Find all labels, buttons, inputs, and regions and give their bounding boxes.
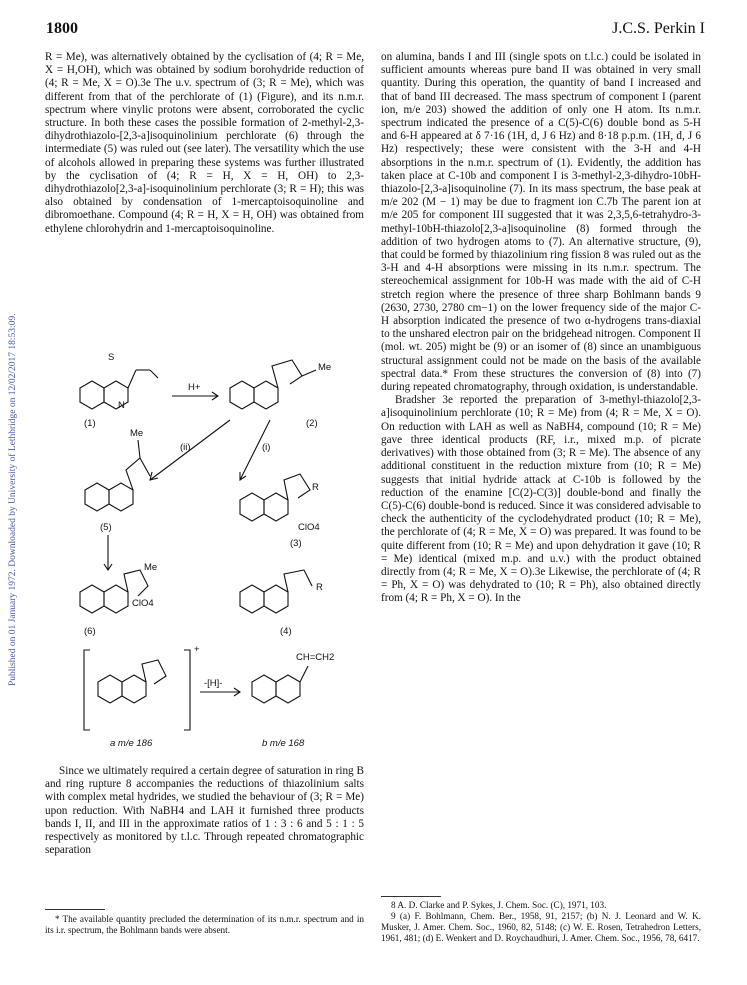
left-column-lower [45,765,364,857]
hplus-label: H+ [188,382,201,393]
structure-4 [240,570,312,613]
left-footnote [45,914,364,936]
paragraph: on alumina, bands I and III (single spots on t.l.c.) could be isolated in sufficient amounts whereas pure band II was obtained in very small quantity. During this operation, the quantity of band I increased and that of band III decreased. The mass spectrum of component I (parent ion, m/e 203) showed the addition of only one H atom. Its n.m.r. spectrum indicated the presence of a C(5)-C(6) double bond as 5-H and 6-H appeared at δ 7·16 (1H, d, J 6 Hz) and 8·18 p.p.m. (1H, d, J 6 Hz) respectively; these were consistent with the 3-H and 4-H absorptions in the n.m.r. spectrum of (1). Evidently, the addition has taken place at C-10b and component I is 3-methyl-2,3-dihydro-10bH-thiazolo-[2,3-a]isoquinoline (7). In its mass spectrum, the base peak at m/e 202 (M − 1) may be due to fragment ion C.7b The parent ion at m/e 205 for component III suggested that it was 2,3,5,6-tetrahydro-3-methyl-10bH-thiazolo[2,3-a]isoquinoline (8) formed through the addition of two hydrogen atoms to (7). An alternative structure, (9), that could be formed by thiazolinium ring fission 8 was ruled out as the 3-H and 4-H absorptions were missing in its n.m.r. spectrum. The stereochemical assignment for 10b-H was made with the aid of C-H stretch region where the presence of three sharp Bohlmann bands 9 (2630, 2730, 2780 cm−1) on the lower frequency side of the major C-H absorption indicated the presence of two α-hydrogens trans-diaxial to the unshared electron pair on the bridgehead nitrogen. Component II (mol. wt. 205) might be (9) or an isomer of (8) since an unambiguous structural assignment could not be made on the basis of the available spectral data.* From these structures the conversion of (8) into (7) during repeated chromatography, through oxidation, is understandable. [381,51,701,394]
fragmentation-label: -[H]- [204,678,223,689]
sulfur-label: S [108,352,115,363]
compound-2-label: (2) [306,418,318,429]
footnote: 9 (a) F. Bohlmann, Chem. Ber., 1958, 91, 2157; (b) N. J. Leonard and W. K. Musker, J. Amer. Chem. Soc., 1960, 82, 5148; (c) W. E. Rosen, Tetrahedron Letters, 1961, 481; (d) E. Wenkert and D. Roychaudhuri, J. Amer. Chem. Soc., 1956, 78, 6417. [381,911,701,943]
step-ii-label: (ii) [180,442,191,453]
perchlorate-label: ClO4 [298,522,320,533]
compound-1-label: (1) [84,418,96,429]
structure-5 [85,440,150,511]
fragment-b [252,666,308,703]
nitrogen-label: N [118,400,125,411]
compound-4-label: (4) [280,626,292,637]
structure-3 [240,474,310,521]
compound-6-label: (6) [84,626,96,637]
paragraph: Bradsher 3e reported the preparation of 3-methyl-thiazolo[2,3-a]isoquinolinium perchlorate (10; R = Me) from (4; R = Me, X = O). On reduction with LAH as well as NaBH4, compound (10; R = Me) gave three identical products (RF, i.r., mixed m.p. of picrate derivatives) with those obtained from (3; R = Me). The absence of any additional constituent in the reduction mixture from (10; R = Me) suggests that initial hydride attack at C-10b is followed by the reduction of the enamine [C(2)-C(3)] double-bond and finally the C(5)-C(6) double-bond is reduced. Since it was considered advisable to check the authenticity of the cyclodehydrated product (10; R = Me), the perchlorate of (4; R = Me, X = O) was prepared. It was found to be quite different from (10; R = Me) and upon dehydration it gave (10; R = Me) identical (mixed m.p. and u.v.) with the product obtained directly from (4; R = Me, X = O).3e Likewise, the perchlorate of (4; R = Ph, X = O) was dehydrated to (10; R = Ph), also obtained directly from (4; R = Ph, X = O). In the [381,394,702,605]
right-column [381,51,701,606]
r-label: R [312,482,319,493]
xr-label: R [316,582,323,593]
structure-2 [230,360,316,409]
paragraph: Since we ultimately required a certain degree of saturation in ring B and ring rupture 8 accompanies the reductions of thiazolinium salts with complex metal hydrides, we studied the behaviour of (3; R = Me) upon reduction. With NaBH4 and LAH it furnished three products bands I, II, and III in the approximate ratios of 1 : 3 : 6 and 5 : 1 : 5 respectively as monitored by t.l.c. Through repeated chromatographic separation [45,765,364,857]
footnote: * The available quantity precluded the determination of its n.m.r. spectrum and in its i.r. spectrum, the Bohlmann bands were absent. [45,914,364,935]
paragraph: R = Me), was alternatively obtained by the cyclisation of (4; R = Me, X = H,OH), which was obtained by sodium borohydride reduction of (4; R = Me, X = O).3e The u.v. spectrum of (3; R = Me), which was different from that of the perchlorate of (1) (Figure), and its n.m.r. spectrum where vinylic protons were absent, corroborated the cyclic structure. In both these cases the possible formation of 2-methyl-2,3-dihydrothiazolo-[2,3-a]isoquinolinium perchlorate (6) through the intermediate (5) was ruled out (see later). The versatility which the use of alcohols allowed in preparing these systems was further illustrated by the cyclisation of (4; R = H, X = H, OH) to 2,3-dihydrothiazolo[2,3-a]-isoquinolinium perchlorate (3; R = H); this was also obtained by condensation of 1-mercaptoisoquinoline and dibromoethane. Compound (4; R = H, X = H, OH) was obtained from ethylene chlorohydrin and 1-mercaptoisoquinoline. [45,51,364,235]
left-column [45,51,364,236]
right-footnotes [381,900,701,944]
methyl-label-6: Me [144,562,158,573]
compound-5-label: (5) [100,522,112,533]
footnote-rule-right [381,896,441,897]
journal-title: J.C.S. Perkin I [612,20,705,37]
step-i-label: (i) [262,442,271,453]
methyl-label: Me [318,362,332,373]
perchlorate-label-6: ClO4 [132,598,154,609]
fragment-a-label: a m/e 186 [110,738,153,749]
reaction-scheme [40,330,370,760]
plus-label: + [194,644,200,655]
page-number: 1800 [46,20,78,37]
footnote-rule-left [45,909,105,910]
compound-3-label: (3) [290,538,302,549]
download-notice: Published on 01 January 1972. Downloaded by University of Lethbridge on 12/02/2017 18:53:09. [8,313,18,687]
fragment-b-label: b m/e 168 [262,738,305,749]
fragment-a [98,660,166,703]
footnote: 8 A. D. Clarke and P. Sykes, J. Chem. Soc. (C), 1971, 103. [391,900,607,910]
vinyl-label: CH=CH2 [296,652,335,663]
methyl-label-5: Me [130,428,144,439]
